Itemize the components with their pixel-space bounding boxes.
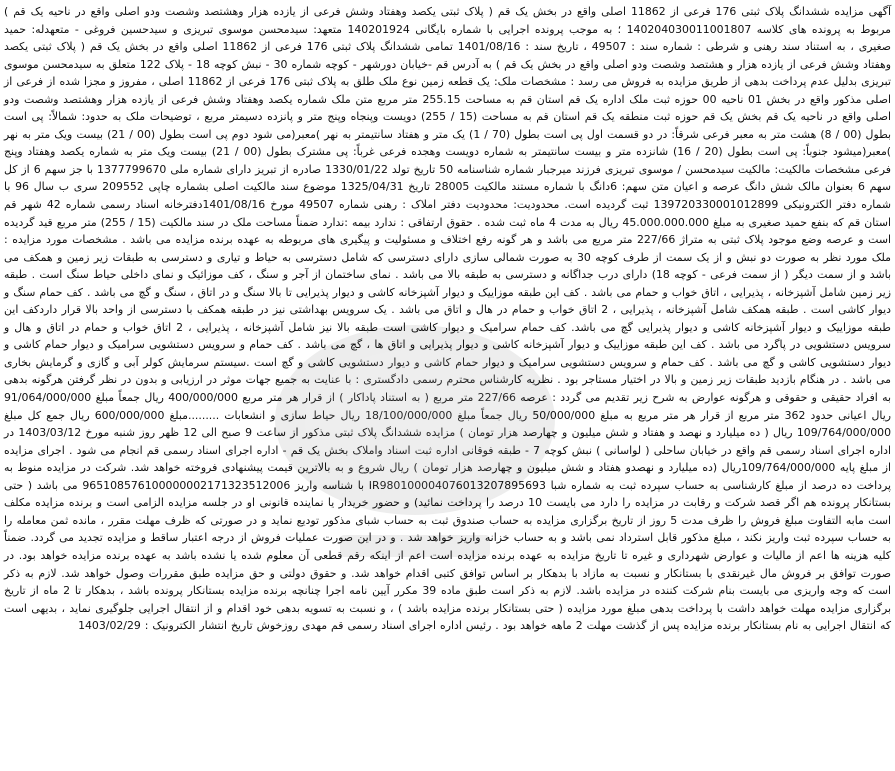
auction-notice-body: آگهی مزایده ششدانگ پلاک ثبتی 176 فرعی از 11862 اصلی واقع در بخش یک قم ( پلاک ثبتی یکصد وهفتاد وشش فرعی از یازده هزار وهشتصد وشصت ودو اصلی واقع در ناحیه یک قم ) مربوط به پرونده های کلاسه 140204030011001807 ؛ به موجب پرونده اجرایی با شماره بایگانی 140201924 متعهد: سیدمحسن موسوی تبریزی و سیدحسین فروغی - متعهدله: حمید صغیری ، به استناد سند رهنی و شرطی : شماره سند : 49507 ، تاریخ سند : 1401/08/16 تمامی ششدانگ پلاک ثبتی 176 فرعی از 11862 اصلی واقع در بخش یک قم ( پلاک ثبتی یکصد وهفتاد وشش فرعی از یازده هزار و هشتصد وشصت ودو اصلی واقع در بخش یک قم ) به آدرس قم -خیابان دورشهر - کوچه شماره 30 - نبش کوچه 18 - پلاک 122 متعلق به سیدمحسن موسوی تبریزی بدلیل عدم پرداخت بدهی از طریق مزایده به فروش می رسد : مشخصات ملک: یک قطعه زمین نوع ملک طلق به پلاک ثبتی 176 فرعی از 11862 اصلی ، مفروز و مجزا شده از فرعی از اصلی مذکور واقع در بخش 01 ناحیه 00 حوزه ثبت ملک اداره یک قم استان قم به مساحت 255.15 متر مربع متن ملک شماره یکصد وهفتاد وشش فرعی از یازده هزار وهشتصد وشصت ودو اصلی واقع در ناحیه یک قم بخش یک قم حوزه ثبت منطقه یک قم استان قم به مساحت (15 / 255) دویست وپنجاه وپنج متر و پانزده دسیمتر مربع ، توضیحات ملک به حدود: شمالاً: پی است بطول (00 / 8) هشت متر به معبر فرعی شرقاً: در دو قسمت اول پی است بطول (70 / 1) یک متر و هفتاد سانتیمتر به نهر )معبر(می شود دوم پی است بطول (00 / 21) بیست ویک متر به نهر )معبر(میشود جنوباً: پی است بطول (20 / 16) شانزده متر و بیست سانتیمتر به شماره دویست وهجده فرعی غرباً: پی مشترک بطول (00 / 21) بیست ویک متر به شماره یکصد وهفتاد وپنج فرعی مشخصات مالکیت: مالکیت سیدمحسن / موسوی تبریزی فرزند میرجبار شماره شناسنامه 50 تاریخ تولد 1330/01/22 صادره از تبریز دارای شماره ملی 1377799670 با جز سهم 6 از کل سهم 6 بعنوان مالک شش دانگ عرصه و اعیان متن سهم: 6دانگ با شماره مستند مالکیت 28005 تاریخ 1325/04/31 موضوع سند مالکیت اصلی بشماره چاپی 209552 سری ب سال 96 با شماره دفتر الکترونیکی 139720330001012899 ثبت گردیده است. محدودیت: محدودیت دفتر املاک : رهنی شماره 49507 مورخ 1401/08/16دفترخانه اسناد رسمی شماره 42 شهر قم استان قم که بنفع حمید صغیری به مبلغ 45.000.000.000 ریال به مدت 4 ماه ثبت شده . حقوق ارتفاقی : ندارد بیمه :ندارد ضمناً مساحت ملک در سند مالکیت (15 / 255) متر مربع قید گردیده است و عرصه وضع موجود پلاک ثبتی به متراژ 227/66 متر مربع می باشد و هر گونه رفع اختلاف و مسئولیت و پیگیری های مربوطه به عهده برنده مزایده می باشد . مشخصات مورد مزایده : ملک مورد نظر به صورت دو نبش و از یک سمت از طرف کوچه 30 به صورت شمالی سازی دارای دسترسی که شامل دسترسی به حیاط و تیاری و دسترسی به طبقات زیر زمین و همکف می باشد و از سمت دیگر ( از سمت فرعی - کوچه 18) دارای درب جداگانه و دسترسی به طبقه بالا می باشد . نمای ساختمان از آجر و سنگ ، کف موزائیک و نمای داخلی حیاط سنگ است . طبقه زیر زمین شامل آشپزخانه ، پذیرایی ، اتاق خواب و حمام می باشد . کف این طبقه موزاییک و دیوار آشپزخانه کاشی و دیوار پذیرایی تا بالا سنگ و در اتاق ، سنگ و گچ می باشد . کف حمام سنگ و دیوار کاشی است . طبقه همکف شامل آشپزخانه ، پذیرایی ، 2 اتاق خواب و حمام در هال و اتاق می باشد . یک سرویس بهداشتی نیز در طبقه همکف با دسترسی از واحد بالا قرار داردکف این طبقه موزاییک و دیوار آشپزخانه کاشی و دیوار پذیرایی گچ می باشد. کف حمام سرامیک و دیوار کاشی است طبقه بالا نیز شامل آشپزخانه ، پذیرایی ، 2 اتاق خواب و حمام در اتاق و هال و سرویس دستشویی در پاگرد می باشد . کف این طبقه موزاییک و دیوار آشپزخانه کاشی و دیوار پذیرایی و اتاق ها ، گچ می باشد . کف حمام و سرویس دستشویی سرامیک و دیوار حمام کاشی و دیوار دستشویی کاشی و گچ می باشد . کف حمام و سرویس دستشویی سرامیک و دیوار حمام کاشی و دیوار دستشویی کاشی و گچ است .سیستم سرمایش کولر آبی و گازی و گرمایش بخاری می باشد . در هنگام بازدید طبقات زیر زمین و بالا در اختیار مستاجر بود . نظریه کارشناس محترم رسمی دادگستری : با عنایت به جمیع جهات موثر در ارزیابی و بدون در نظر گرفتن هرگونه بدهی به افراد حقیقی و حقوقی و هرگونه عوارض به شرح زیر تقدیم می گردد : عرصه 227/66 متر مربع ( به استناد پاداکار ) از قرار هر متر مربع 400/000/000 ریال جمعاً مبلغ 91/064/000/000 ریال اعیانی حدود 362 متر مربع از قرار هر متر مربع به مبلغ 50/000/000 ریال جمعاً مبلغ 18/100/000/000 ریال حیاط سازی و انشعابات .........مبلغ 600/000/000 ریال جمع کل مبلغ 109/764/000/000 ریال ( ده میلیارد و نهصد و هفتاد و شش میلیون و چهارصد هزار تومان ) مزایده ششدانگ پلاک ثبتی مذکور از ساعت 9 صبح الی 12 ظهر روز شنبه مورخ 1403/03/12 در اداره اجرای اسناد رسمی قم واقع در خیابان ساحلی ( لواسانی ) نبش کوچه 7 - طبقه فوقانی اداره ثبت اسناد واملاک بخش یک قم - اداره اجرای اسناد رسمی قم انجام می شود . اجرای مزایده از مبلغ پایه 109/764/000/000ریال (ده میلیارد و نهصدو هفتاد و شش میلیون و چهارصد هزار تومان ) ریال شروع و به بالاترین قیمت پیشنهادی فروخته خواهد شد. شرکت در مزایده منوط به پرداخت ده درصد از مبلغ کارشناسی به حساب سپرده ثبت به شماره شبا IR980100004076013207895693 با شناسه واریز 965108576100000002171323512006 می باشد ( حتی بستانکار پرونده هم اگر قصد شرکت و رقابت در مزایده را دارد می بایست 10 درصد را پرداخت نمائید) و حضور خریدار یا نماینده قانونی او در جلسه مزایده الزامی است و برنده مزایده مکلف است مابه التفاوت مبلغ فروش را ظرف مدت 5 روز از تاریخ برگزاری مزایده به حساب صندوق ثبت به حساب شبای مذکور تودیع نماید و در صورتی که ظرف مهلت مقرر ، مانده ثمن معامله را به حساب سپرده ثبت واریز نکند ، مبلغ مذکور قابل استرداد نمی باشد و به حساب خزانه واریز خواهد شد . و در این صورت عملیات فروش از درجه اعتبار ساقط و مزایده تجدید می گردد. ضمناً کلیه هزینه ها اعم از مالیات و عوارض شهرداری و غیره تا تاریخ مزایده به عهده برنده مزایده است اعم از اینکه رقم قطعی آن معلوم شده یا نشده باشد به عهده برنده مزایده خواهد بود. در صورت توافق بر فروش مال غیرنقدی با بستانکار و نسبت به مازاد با بدهکار بر اساس توافق کتبی اقدام خواهد شد. و حقوق دولتی و حق مزایده طبق مقررات وصول خواهد شد. لازم به ذکر است که وجه واریزی می بایست بنام شرکت کننده در مزایده باشد. لازم به ذکر است طبق ماده 39 مکرر آیین نامه اجرا چنانچه برنده مزایده بستانکار پرونده باشد ، بدهکار تا 2 ماه از تاریخ برگزاری مزایده مهلت خواهد داشت با پرداخت بدهی مبلغ مورد مزایده ( حتی بستانکار برنده مزایده باشد ) ، و نسبت به تسویه بدهی خود اقدام و از انتقال اجرایی جلوگیری نماید ، بدیهی است که انتقال اجرایی به نام بستانکار برنده مزایده پس از گذشت مهلت 2 ماهه خواهد بود . رئیس اداره اجرای اسناد رسمی قم مهدی روزخوش تاریخ انتشار الکترونیک : 1403/02/29 [4,5,892,633]
